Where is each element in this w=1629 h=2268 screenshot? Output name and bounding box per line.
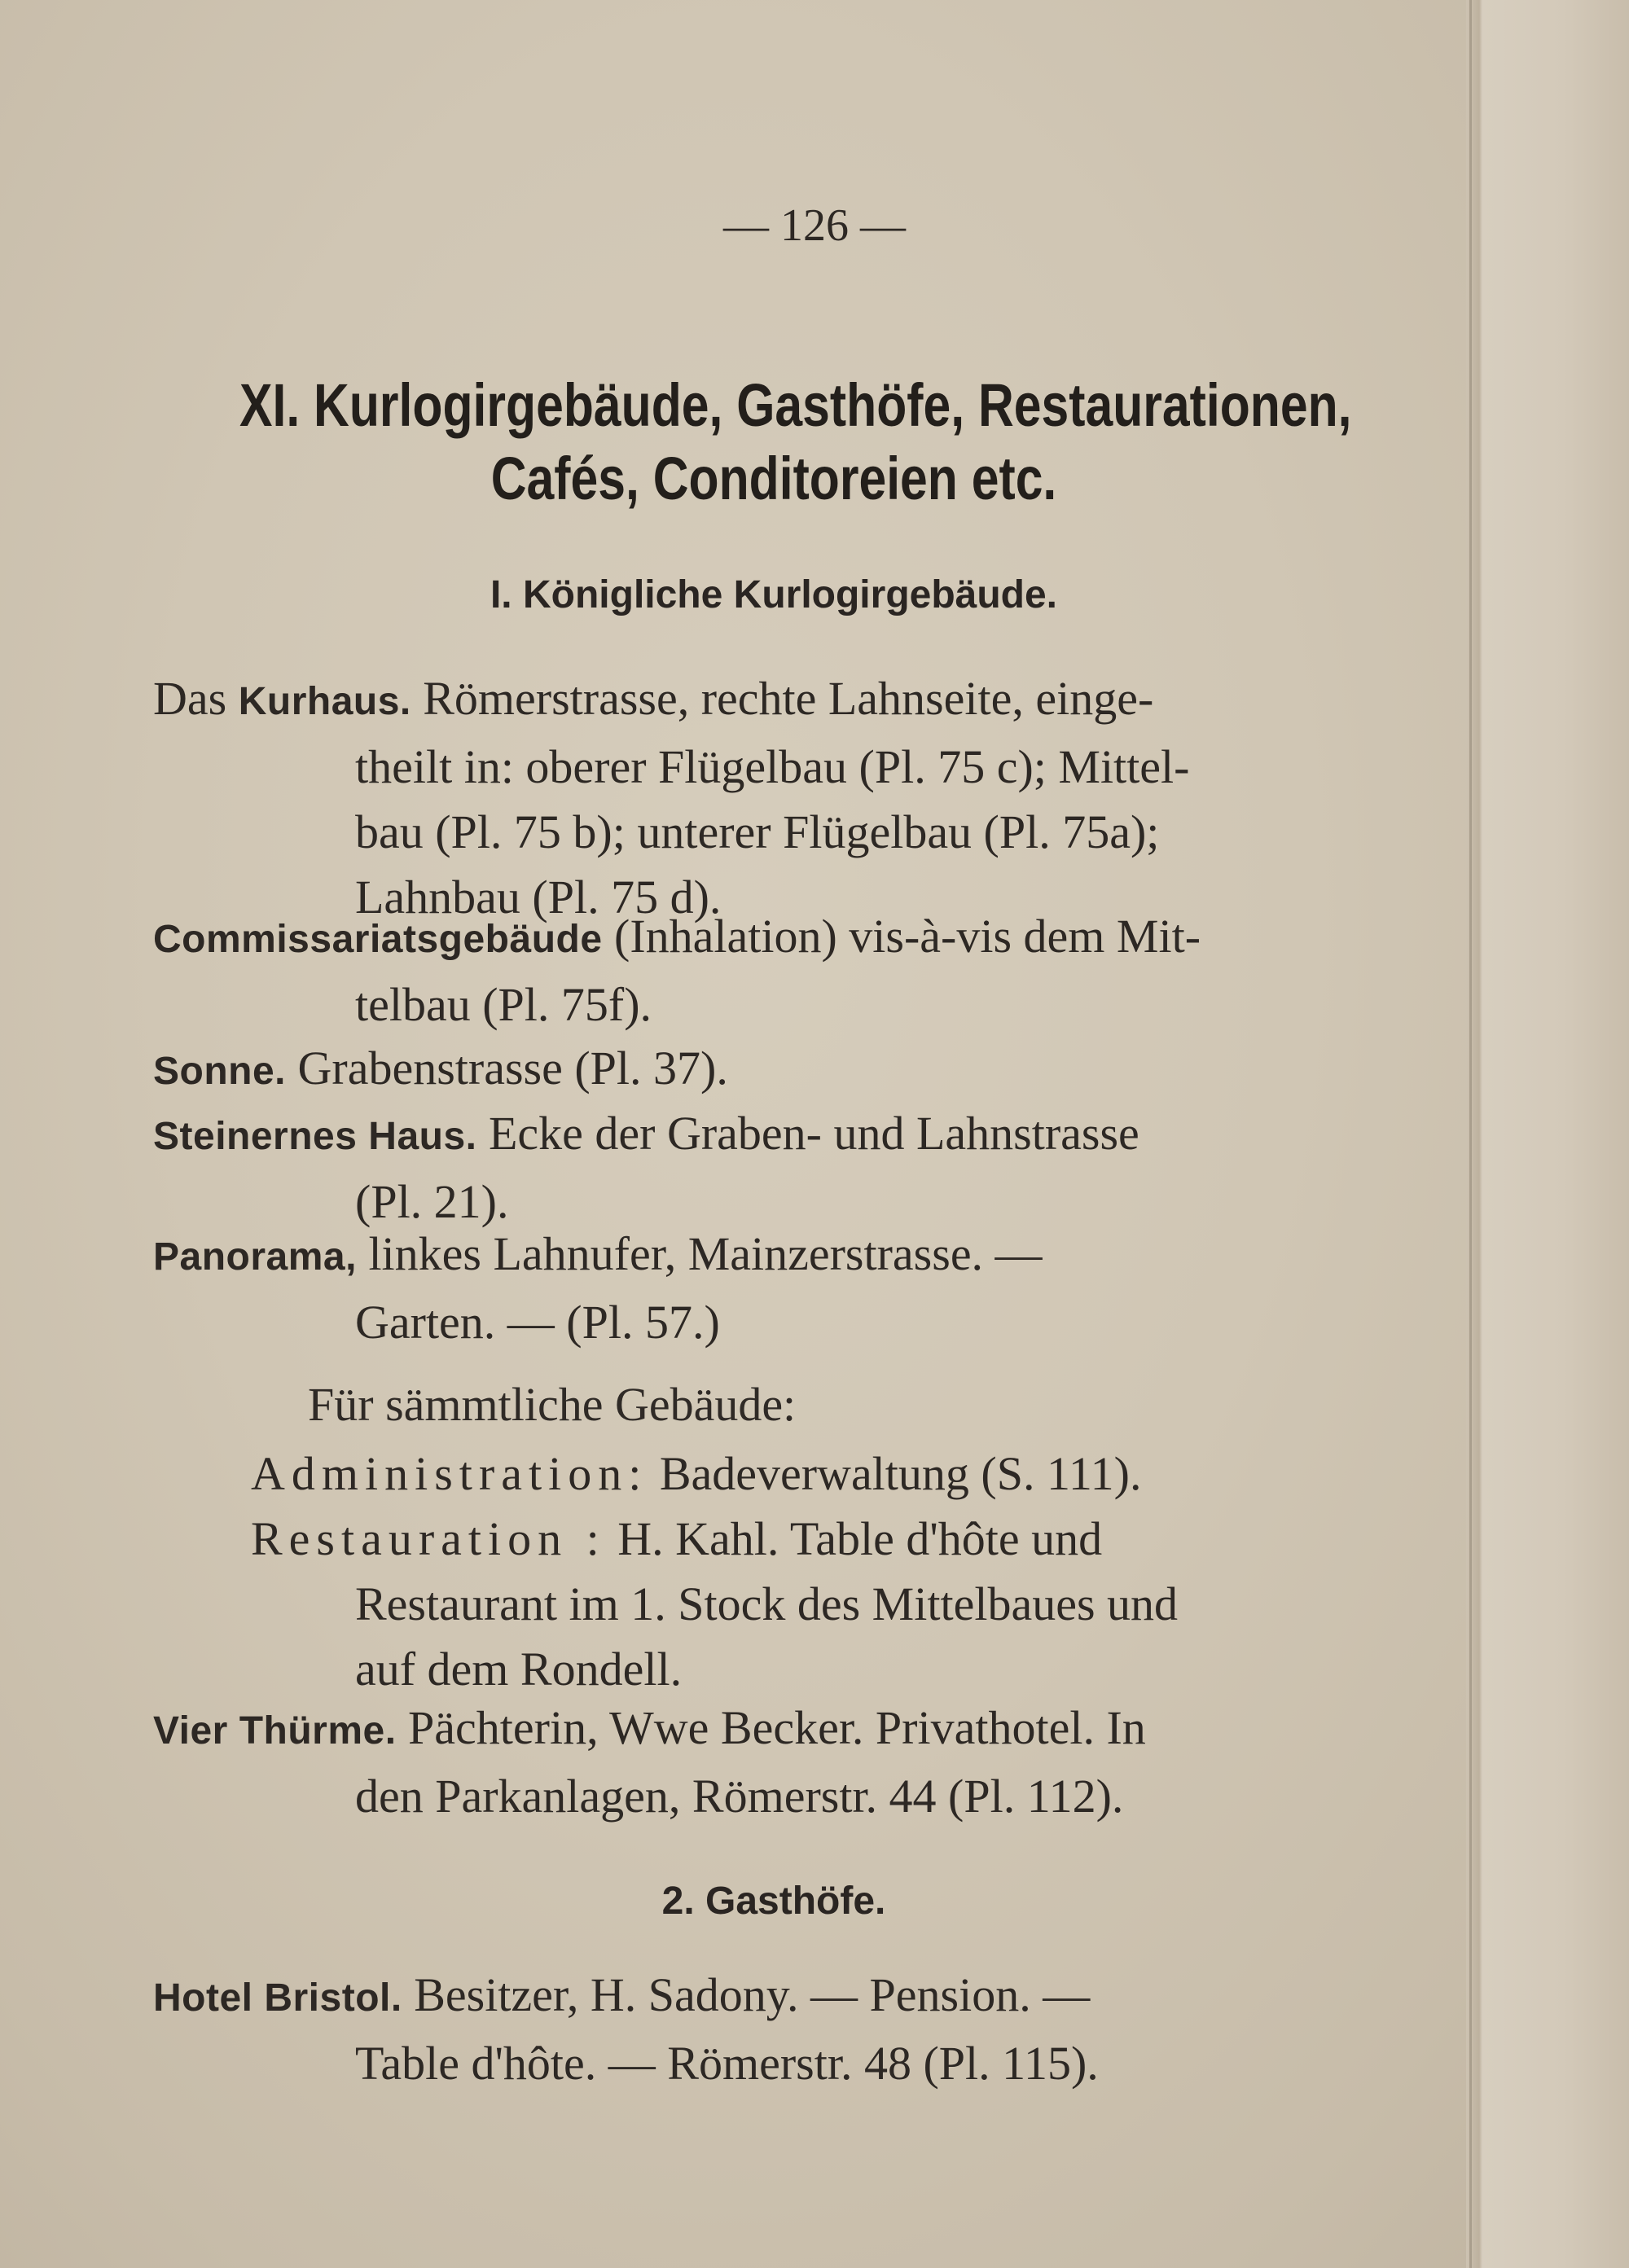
entry-vier-thuerme-line-1 (153, 1696, 1318, 1764)
vier-thuerme-line-2: den Parkanlagen, Römerstr. 44 (Pl. 112). (355, 1770, 1124, 1823)
entry-sonne-line-1 (153, 1036, 1318, 1104)
entry-steinernes-name: Steinernes Haus. (153, 1115, 477, 1158)
entry-steinernes-haus (153, 1101, 1318, 1235)
entry-kurhaus-text-1: Römerstrasse, rechte Lahnseite, einge- (423, 672, 1154, 725)
entry-commissariat-name: Commissariatsgebäude (153, 918, 603, 961)
entry-sonne (153, 1036, 1318, 1104)
entry-kurhaus-line-4: Lahnbau (Pl. 75 d). (355, 871, 722, 923)
entry-steinernes-line-1 (153, 1101, 1318, 1169)
section-2-heading: 2. Gasthöfe. (661, 1880, 886, 1923)
entry-panorama-line-2: Garten. — (Pl. 57.) (355, 1296, 720, 1349)
administration-text: Badeverwaltung (S. 111). (659, 1447, 1142, 1500)
restauration-line-2: Restaurant im 1. Stock des Mittelbaues und (355, 1577, 1179, 1630)
vier-thuerme-text-1: Pächterin, Wwe Becker. Privathotel. In (408, 1701, 1146, 1754)
entry-sonne-name: Sonne. (153, 1050, 287, 1093)
entry-steinernes-line-2: (Pl. 21). (355, 1175, 509, 1228)
vier-thuerme-name: Vier Thürme. (153, 1709, 397, 1753)
entry-kurhaus-line-2: theilt in: oberer Flügelbau (Pl. 75 c); Mittel- (355, 740, 1190, 793)
restauration-label: Restauration : (251, 1512, 606, 1565)
chapter-title-line-1: XI. Kurlogirgebäude, Gasthöfe, Restaurationen, (239, 371, 1352, 439)
entry-administration (251, 1441, 1261, 1507)
entry-commissariat-line-1 (153, 904, 1318, 972)
entry-panorama-text-1: linkes Lahnufer, Mainzerstrasse. — (368, 1227, 1043, 1280)
administration-label: Administration: (251, 1447, 648, 1500)
restauration-text-1: H. Kahl. Table d'hôte und (617, 1512, 1103, 1565)
entry-restauration (251, 1507, 1318, 1702)
hotel-bristol-line-1 (153, 1963, 1318, 2031)
chapter-title-line-2: Cafés, Conditoreien etc. (490, 445, 1057, 512)
section-1-heading: I. Königliche Kurlogirgebäude. (490, 573, 1058, 616)
entry-administration-line-1 (251, 1441, 1261, 1507)
hotel-bristol-name: Hotel Bristol. (153, 1976, 402, 2020)
entry-steinernes-text-1: Ecke der Graben- und Lahnstrasse (488, 1107, 1139, 1160)
entry-hotel-bristol (153, 1963, 1318, 2096)
entry-kurhaus (153, 666, 1318, 930)
entry-kurhaus-prefix: Das (153, 672, 227, 725)
entry-vier-thuerme (153, 1696, 1318, 1829)
next-page-edge (1466, 0, 1629, 2268)
entry-kurhaus-line-1 (153, 666, 1318, 735)
restauration-line-3: auf dem Rondell. (355, 1643, 683, 1696)
entry-panorama-line-1 (153, 1222, 1318, 1290)
entry-kurhaus-name: Kurhaus. (238, 680, 411, 723)
entry-commissariat-line-2: telbau (Pl. 75f). (355, 978, 652, 1031)
entry-commissariat-text-1: (Inhalation) vis-à-vis dem Mit- (614, 910, 1201, 963)
entry-sonne-text-1: Grabenstrasse (Pl. 37). (297, 1042, 728, 1095)
page-number: — 126 — (723, 200, 906, 251)
hotel-bristol-text-1: Besitzer, H. Sadony. — Pension. — (414, 1968, 1091, 2021)
page-gutter-line (1469, 0, 1472, 2268)
entry-panorama-name: Panorama, (153, 1235, 357, 1279)
entry-commissariatsgebaeude (153, 904, 1318, 1037)
entry-panorama (153, 1222, 1318, 1355)
hotel-bristol-line-2: Table d'hôte. — Römerstr. 48 (Pl. 115). (355, 2037, 1099, 2090)
entry-restauration-line-1 (251, 1507, 1318, 1572)
entry-kurhaus-line-3: bau (Pl. 75 b); unterer Flügelbau (Pl. 75a); (355, 805, 1160, 858)
common-heading: Für sämmtliche Gebäude: (308, 1378, 797, 1431)
